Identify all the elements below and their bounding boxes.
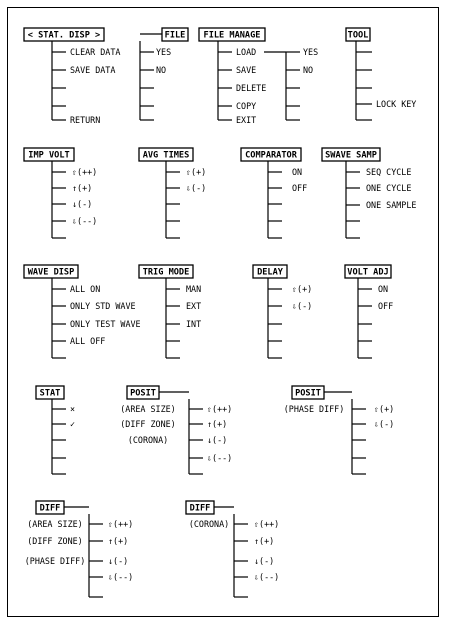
menu-stat-disp <box>24 28 120 125</box>
menu-file <box>140 28 188 120</box>
menu-item-label: CLEAR DATA <box>70 47 121 57</box>
menu-swave-samp <box>322 148 416 238</box>
menu-file-manage-confirm <box>264 47 318 120</box>
menu-item-label: ON <box>292 167 303 177</box>
menu-item-label: EXIT <box>236 115 257 125</box>
menu-header-label: DIFF <box>39 503 61 514</box>
menu-item-label: ⇩(-) <box>186 183 207 193</box>
menu-item-label: YES <box>156 47 172 57</box>
menu-header-label: FILE <box>164 30 186 41</box>
menu-target-label: (PHASE DIFF) <box>283 404 345 414</box>
menu-header-label: COMPARATOR <box>245 150 297 161</box>
menu-item-label: MAN <box>186 284 202 294</box>
menu-item-label: ⇧(++) <box>108 519 134 529</box>
menu-item-label: ⇧(+) <box>374 404 395 414</box>
menu-volt-adj <box>345 265 393 358</box>
menu-item-label: ⇩(-) <box>374 419 395 429</box>
menu-target-label: (AREA SIZE) <box>120 404 176 414</box>
menu-item-label: ⇩(--) <box>72 216 98 226</box>
menu-header-label: IMP VOLT <box>28 150 70 161</box>
menu-header-label: STAT <box>39 388 61 399</box>
menu-item-label: ONE CYCLE <box>366 183 412 193</box>
menu-item-label: ⇧(+) <box>292 284 313 294</box>
menu-item-label: EXT <box>186 301 202 311</box>
menu-diff-2 <box>186 501 279 597</box>
menu-item-label: OFF <box>378 301 394 311</box>
menu-target-label: (CORONA) <box>188 519 230 529</box>
menu-header-label: DIFF <box>189 503 211 514</box>
menu-item-label: SAVE <box>236 65 257 75</box>
menu-header-label: TOOL <box>347 30 369 41</box>
menu-item-label: ↓(-) <box>207 435 228 445</box>
menu-header-label: SWAVE SAMP <box>325 150 377 161</box>
menu-item-label: ↓(-) <box>72 199 93 209</box>
menu-item-label: ↑(+) <box>254 536 275 546</box>
menu-diff-1 <box>25 501 133 597</box>
menu-item-label: ⇩(--) <box>108 572 134 582</box>
menu-item-label: ↓(-) <box>254 556 275 566</box>
menu-header-label: DELAY <box>257 267 283 278</box>
menu-target-label: (CORONA) <box>127 435 169 445</box>
menu-item-label: ⇧(++) <box>254 519 280 529</box>
menu-item-label: ⇧(++) <box>207 404 233 414</box>
menu-item-label: ↑(+) <box>72 183 93 193</box>
menu-item-label: ALL OFF <box>70 336 106 346</box>
menu-header-label: POSIT <box>130 388 156 399</box>
menu-wave-disp <box>24 265 141 358</box>
menu-item-label: ONE SAMPLE <box>366 200 417 210</box>
menu-delay <box>253 265 312 358</box>
menu-item-label: SAVE DATA <box>70 65 116 75</box>
menu-item-label: ↓(-) <box>108 556 129 566</box>
menu-item-label: ⇧(+) <box>186 167 207 177</box>
menu-imp-volt <box>24 148 97 238</box>
menu-header-label: FILE MANAGE <box>203 30 261 41</box>
menu-header-label: VOLT ADJ <box>347 267 389 278</box>
menu-item-label: NO <box>303 65 314 75</box>
menu-item-label: LOCK KEY <box>376 99 417 109</box>
menu-item-label: YES <box>303 47 319 57</box>
menu-item-label: NO <box>156 65 167 75</box>
menu-target-label: (PHASE DIFF) <box>24 556 86 566</box>
menu-file-manage <box>199 28 266 125</box>
menu-item-label: SEQ CYCLE <box>366 167 412 177</box>
menu-item-label: LOAD <box>236 47 257 57</box>
menu-stat <box>36 386 75 474</box>
menu-target-label: (DIFF ZONE) <box>27 536 83 546</box>
menu-item-label: ON <box>378 284 389 294</box>
menu-header-label: TRIG MODE <box>142 267 190 278</box>
menu-item-label: ⇩(--) <box>207 453 233 463</box>
menu-target-label: (AREA SIZE) <box>27 519 83 529</box>
menu-header-label: AVG TIMES <box>142 150 190 161</box>
menu-item-label: ⇧(++) <box>72 167 98 177</box>
menu-posit-1 <box>120 386 232 474</box>
menu-item-label: ONLY STD WAVE <box>70 301 136 311</box>
menu-item-label: ✓ <box>70 419 76 429</box>
menu-trig-mode <box>139 265 201 358</box>
menu-avg-times <box>139 148 206 238</box>
menu-header-label: < STAT. DISP > <box>27 30 101 41</box>
menu-item-label: ↑(+) <box>207 419 228 429</box>
menu-tool <box>346 28 416 120</box>
menu-item-label: COPY <box>236 101 257 111</box>
menu-item-label: ALL ON <box>70 284 101 294</box>
menu-comparator <box>241 148 307 238</box>
menu-header-label: POSIT <box>295 388 321 399</box>
menu-item-label: INT <box>186 319 202 329</box>
menu-item-label: × <box>70 404 76 414</box>
menu-target-label: (DIFF ZONE) <box>120 419 176 429</box>
menu-item-label: ⇩(--) <box>254 572 280 582</box>
menu-item-label: ONLY TEST WAVE <box>70 319 141 329</box>
menu-item-label: OFF <box>292 183 308 193</box>
menu-item-label: ⇩(-) <box>292 301 313 311</box>
menu-posit-2 <box>284 386 394 474</box>
menu-item-label: DELETE <box>236 83 267 93</box>
menu-header-label: WAVE DISP <box>27 267 75 278</box>
menu-item-label: RETURN <box>70 115 101 125</box>
menu-item-label: ↑(+) <box>108 536 129 546</box>
